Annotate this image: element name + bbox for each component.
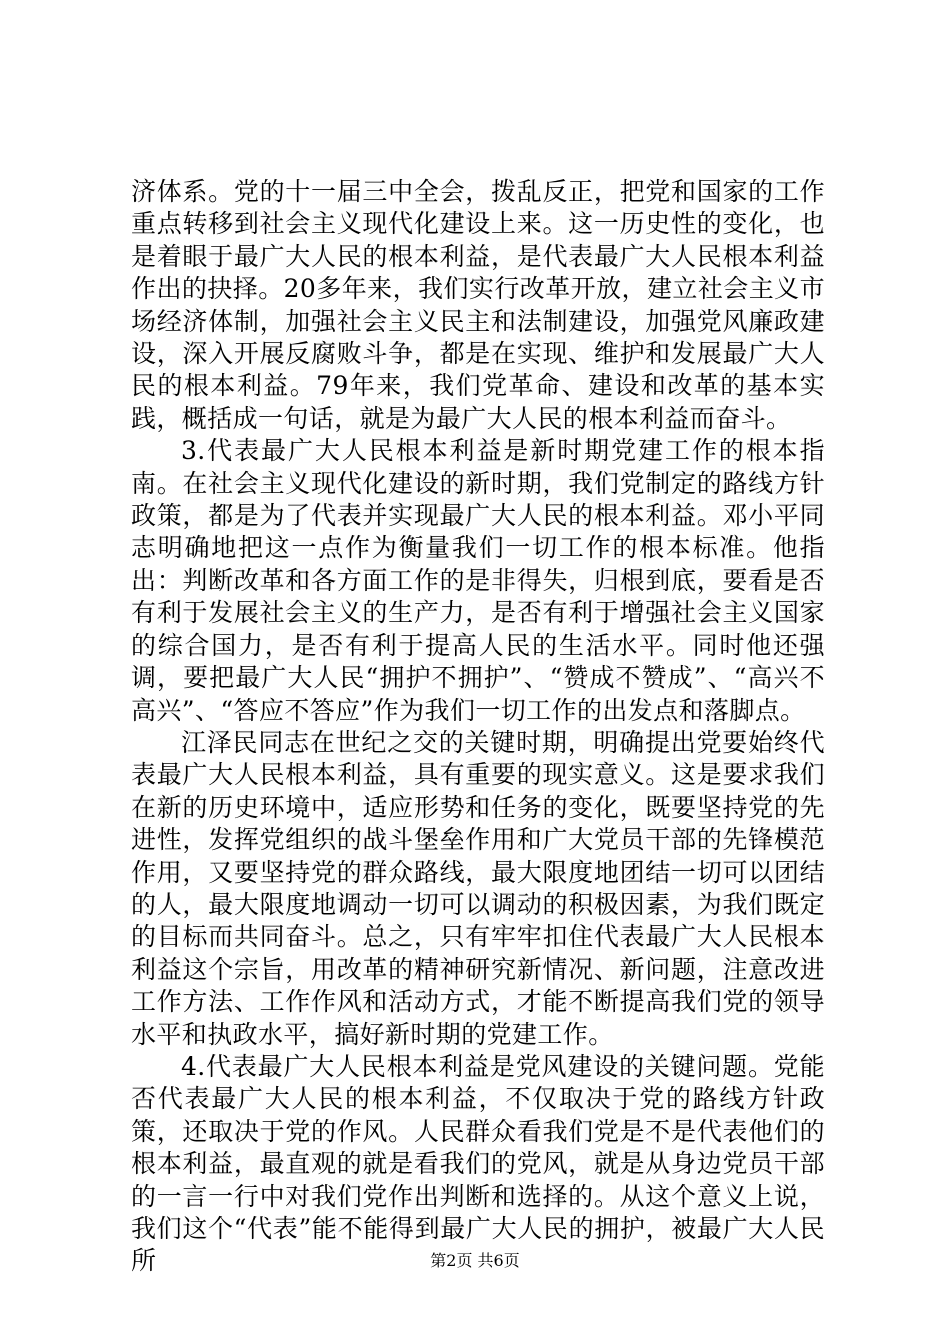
page-footer: 第2页 共6页	[430, 1251, 520, 1270]
paragraph-continuation: 济体系。党的十一届三中全会，拨乱反正，把党和国家的工作重点转移到社会主义现代化建设上来。这一历史性的变化，也是着眼于最广大人民的根本利益，是代表最广大人民根本利益作出的抉择。20多年来，我们实行改革开放，建立社会主义市场经济体制，加强社会主义民主和法制建设，加强党风廉政建设，深入开展反腐败斗争，都是在实现、维护和发展最广大人民的根本利益。79年来，我们党革命、建设和改革的基本实践，概括成一句话，就是为最广大人民的根本利益而奋斗。	[131, 177, 825, 433]
paragraph-jiang-zemin: 江泽民同志在世纪之交的关键时期，明确提出党要始终代表最广大人民根本利益，具有重要的现实意义。这是要求我们在新的历史环境中，适应形势和任务的变化，既要坚持党的先进性，发挥党组织的战斗堡垒作用和广大党员干部的先锋模范作用，又要坚持党的群众路线，最大限度地团结一切可以团结的人，最大限度地调动一切可以调动的积极因素，为我们既定的目标而共同奋斗。总之，只有牢牢扣住代表最广大人民根本利益这个宗旨，用改革的精神研究新情况、新问题，注意改进工作方法、工作作风和活动方式，才能不断提高我们党的领导水平和执政水平，搞好新时期的党建工作。	[131, 727, 825, 1049]
document-body	[131, 176, 825, 1278]
paragraph-point-3: 3.代表最广大人民根本利益是新时期党建工作的根本指南。在社会主义现代化建设的新时期，我们党制定的路线方针政策，都是为了代表并实现最广大人民的根本利益。邓小平同志明确地把这一点作为衡量我们一切工作的根本标准。他指出：判断改革和各方面工作的是非得失，归根到底，要看是否有利于发展社会主义的生产力，是否有利于增强社会主义国家的综合国力，是否有利于提高人民的生活水平。同时他还强调，要把最广大人民“拥护不拥护”、“赞成不赞成”、“高兴不高兴”、“答应不答应”作为我们一切工作的出发点和落脚点。	[131, 436, 825, 725]
paragraph-point-4: 4.代表最广大人民根本利益是党风建设的关键问题。党能否代表最广大人民的根本利益，不仅取决于党的路线方针政策，还取决于党的作风。人民群众看我们党是不是代表他们的根本利益，最直观的就是看我们的党风，就是从身边党员干部的一言一行中对我们党作出判断和选择的。从这个意义上说，我们这个“代表”能不能得到最广大人民的拥护，被最广大人民所	[131, 1051, 825, 1276]
